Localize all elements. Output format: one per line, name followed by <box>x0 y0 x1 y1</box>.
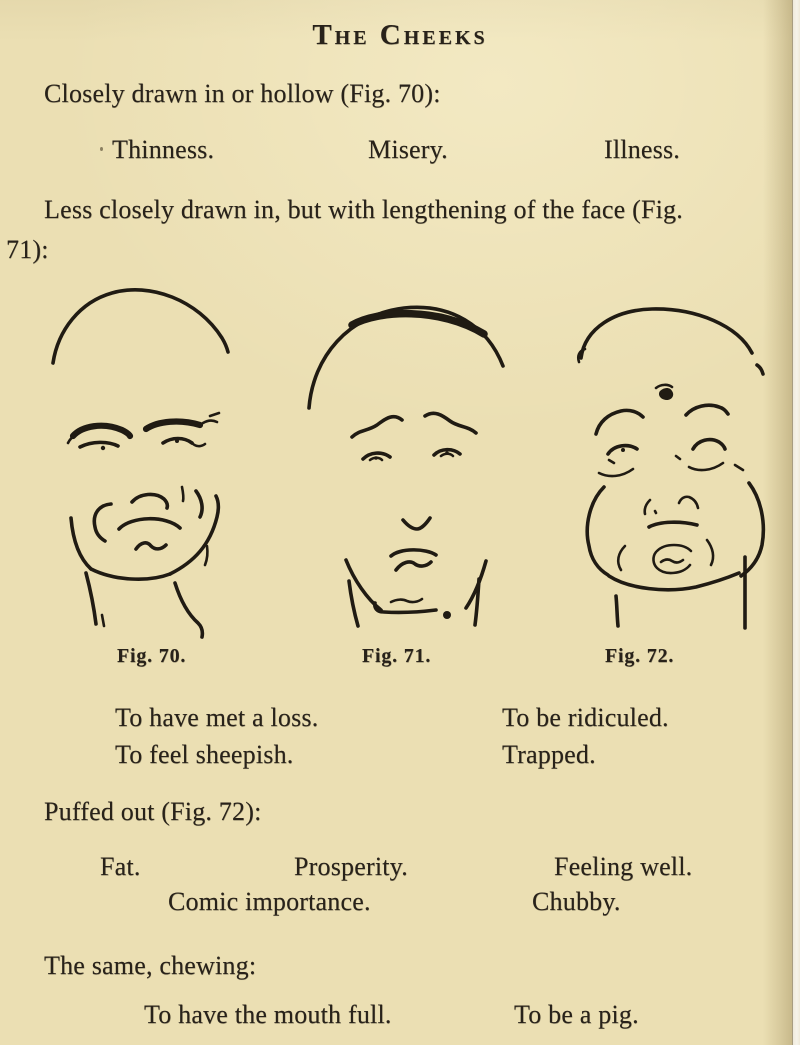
fig71-brows-and-eyes <box>352 413 476 460</box>
heading-hollow: Closely drawn in or hollow (Fig. 70): <box>44 79 441 108</box>
fig72-nose <box>645 497 698 514</box>
meaning-met-a-loss: To have met a loss. <box>115 703 319 732</box>
fig70-nose <box>94 487 202 541</box>
meaning-misery: Misery. <box>368 135 448 164</box>
figure-72-puffed-face-drawing <box>566 298 781 648</box>
heading-lengthening-line2: 71): <box>6 235 49 264</box>
meaning-feeling-well: Feeling well. <box>554 852 693 881</box>
meaning-ridiculed: To be ridiculed. <box>502 703 669 732</box>
meaning-thinness: Thinness. <box>112 135 215 164</box>
meaning-trapped: Trapped. <box>502 740 596 769</box>
fig70-mouth <box>119 519 180 549</box>
heading-lengthening-line1: Less closely drawn in, but with lengthening of the face (Fig. <box>44 195 683 224</box>
fig71-nose <box>403 518 430 529</box>
meaning-comic-importance: Comic importance. <box>168 887 371 916</box>
meaning-prosperity: Prosperity. <box>294 852 408 881</box>
fig70-head-outline <box>53 290 228 363</box>
fig71-mouth-and-chin <box>375 550 451 619</box>
meaning-feel-sheepish: To feel sheepish. <box>115 740 294 769</box>
fig72-neck <box>616 557 745 628</box>
fig70-brows-and-eyes <box>68 413 219 450</box>
page-right-edge-shadow <box>763 0 793 1045</box>
figure-72-caption: Fig. 72. <box>605 645 675 667</box>
meaning-mouth-full: To have the mouth full. <box>144 1000 392 1029</box>
figure-70-caption: Fig. 70. <box>117 645 187 667</box>
figure-70-hollow-face-drawing <box>30 283 245 643</box>
figure-71-caption: Fig. 71. <box>362 645 432 667</box>
fig71-head-outline <box>309 307 503 408</box>
heading-chewing: The same, chewing: <box>44 951 257 980</box>
fig72-brows-and-eyes <box>596 405 743 476</box>
fig72-mouth-and-chin <box>609 522 739 590</box>
fig72-head-outline <box>578 309 763 400</box>
meaning-pig: To be a pig. <box>514 1000 639 1029</box>
fig71-jaw-and-neck <box>346 560 486 626</box>
heading-puffed: Puffed out (Fig. 72): <box>44 797 262 826</box>
meaning-fat: Fat. <box>100 852 141 881</box>
figure-71-lengthened-face-drawing <box>296 296 516 646</box>
meaning-illness: Illness. <box>604 135 680 164</box>
scanner-edge-margin <box>792 0 800 1045</box>
meaning-chubby: Chubby. <box>532 887 621 916</box>
ink-speck <box>100 147 103 151</box>
page-title: The Cheeks <box>312 19 488 51</box>
